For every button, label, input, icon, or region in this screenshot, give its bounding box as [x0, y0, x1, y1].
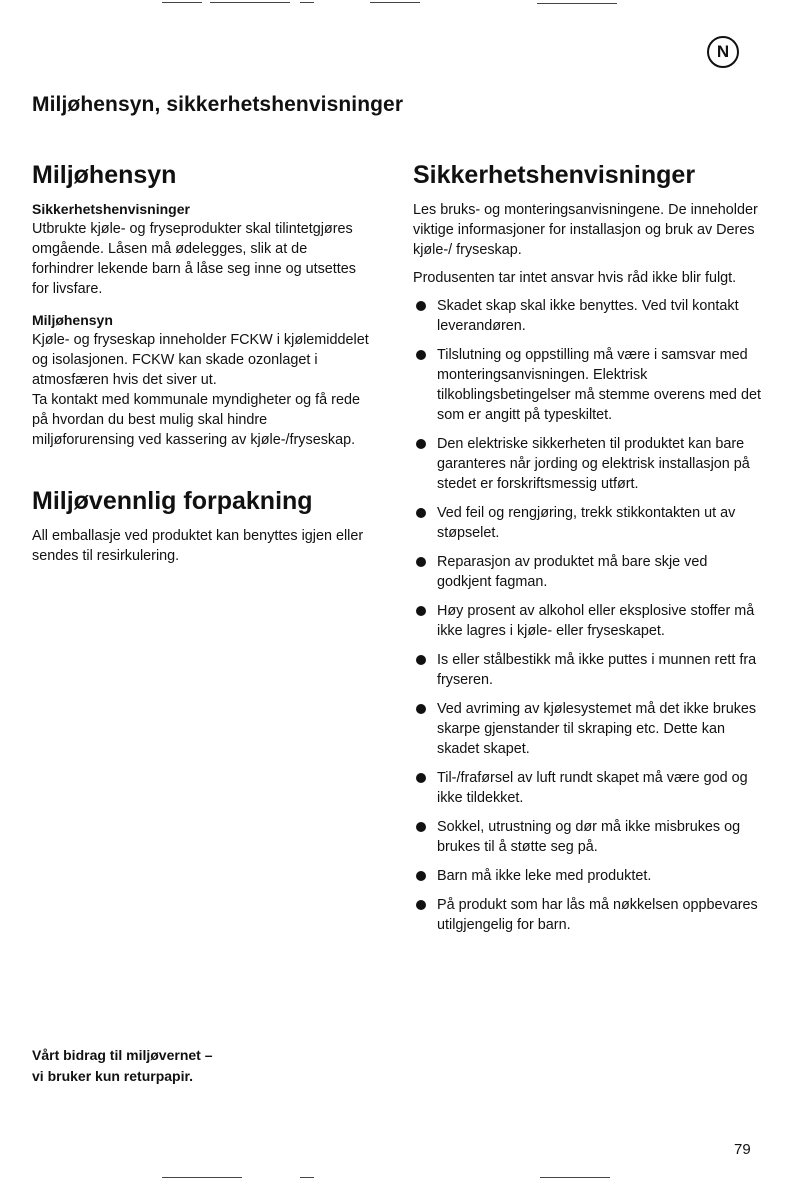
list-item: Den elektriske sikkerheten til produktet kan bare garanteres når jording og elektrisk installasjon på stedet er forskriftsmessig utført. — [413, 434, 763, 494]
left-column — [32, 160, 372, 566]
subheading-sikkerhet: Sikkerhetshenvisninger — [32, 201, 190, 217]
bullet-icon — [416, 439, 426, 449]
list-item: Reparasjon av produktet må bare skje ved godkjent fagman. — [413, 552, 763, 592]
scan-mark-top-2 — [210, 2, 290, 3]
paragraph-packaging: All emballasje ved produktet kan benyttes igjen eller sendes til resirkulering. — [32, 528, 364, 564]
scan-mark-bottom-2 — [300, 1177, 314, 1178]
list-item: På produkt som har lås må nøkkelsen oppbevares utilgjengelig for barn. — [413, 895, 763, 935]
bullet-icon — [416, 350, 426, 360]
scan-mark-bottom-3 — [540, 1177, 610, 1178]
footer-line-2: vi bruker kun returpapir. — [32, 1068, 194, 1084]
bullet-icon — [416, 301, 426, 311]
right-column — [413, 160, 763, 944]
bullet-icon — [416, 557, 426, 567]
list-item: Ved feil og rengjøring, trekk stikkontakten ut av støpselet. — [413, 503, 763, 543]
heading-safety: Sikkerhetshenvisninger — [413, 161, 696, 189]
scan-mark-top-3 — [300, 2, 314, 3]
bullet-icon — [416, 900, 426, 910]
heading-miljohensyn: Miljøhensyn — [32, 161, 177, 189]
footer-note — [32, 1045, 292, 1087]
list-item: Skadet skap skal ikke benyttes. Ved tvil kontakt leverandøren. — [413, 296, 763, 336]
scan-mark-top-5 — [537, 3, 617, 4]
bullet-icon — [416, 508, 426, 518]
list-item: Is eller stålbestikk må ikke puttes i munnen rett fra fryseren. — [413, 650, 763, 690]
safety-list — [413, 296, 763, 935]
paragraph-disposal: Utbrukte kjøle- og fryseprodukter skal tilintetgjøres omgående. Låsen må ødelegges, slik at de forhindrer lekende barn å låse seg inne og utsettes for livsfare. — [32, 221, 357, 297]
paragraph-liability: Produsenten tar intet ansvar hvis råd ikke blir fulgt. — [413, 270, 737, 286]
scan-mark-bottom-1 — [162, 1177, 242, 1178]
bullet-icon — [416, 606, 426, 616]
list-item: Høy prosent av alkohol eller eksplosive stoffer må ikke lagres i kjøle- eller fryseskapet. — [413, 601, 763, 641]
bullet-icon — [416, 655, 426, 665]
scan-mark-top-1 — [162, 2, 202, 3]
paragraph-contact: Ta kontakt med kommunale myndigheter og få rede på hvordan du best mulig skal hindre miljøforurensing ved kassering av kjøle-/fryseskap. — [32, 392, 360, 448]
footer-line-1: Vårt bidrag til miljøvernet – — [32, 1047, 213, 1063]
list-item: Sokkel, utrustning og dør må ikke misbrukes og brukes til å støtte seg på. — [413, 817, 763, 857]
heading-packaging: Miljøvennlig forpakning — [32, 487, 313, 515]
list-item: Til-/fraførsel av luft rundt skapet må være god og ikke tildekket. — [413, 768, 763, 808]
list-item: Barn må ikke leke med produktet. — [413, 866, 763, 886]
subheading-miljo: Miljøhensyn — [32, 312, 113, 328]
bullet-icon — [416, 773, 426, 783]
bullet-icon — [416, 704, 426, 714]
bullet-icon — [416, 871, 426, 881]
scan-mark-top-4 — [370, 2, 420, 3]
language-badge-icon: N — [707, 36, 739, 68]
list-item: Tilslutning og oppstilling må være i samsvar med monteringsanvisningen. Elektrisk tilkoblingsbetingelser må stemme overens med det som er angitt på typeskiltet. — [413, 345, 763, 425]
paragraph-fckw: Kjøle- og fryseskap inneholder FCKW i kjølemiddelet og isolasjonen. FCKW kan skade ozonlaget i atmosfæren hvis det siver ut. — [32, 332, 369, 388]
bullet-icon — [416, 822, 426, 832]
list-item: Ved avriming av kjølesystemet må det ikke brukes skarpe gjenstander til skraping etc. Dette kan skadet skapet. — [413, 699, 763, 759]
paragraph-safety-intro: Les bruks- og monteringsanvisningene. De inneholder viktige informasjoner for installasjon og bruk av Deres kjøle-/ fryseskap. — [413, 202, 758, 258]
page-number: 79 — [734, 1141, 751, 1158]
page-title: Miljøhensyn, sikkerhetshenvisninger — [32, 93, 404, 116]
